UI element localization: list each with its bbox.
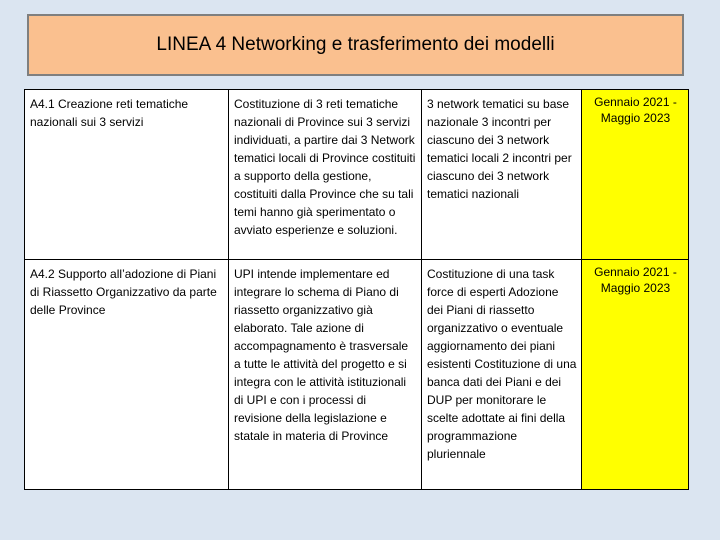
page-title: LINEA 4 Networking e trasferimento dei modelli — [156, 34, 555, 55]
activity-table — [24, 89, 689, 490]
output-cell: 3 network tematici su base nazionale 3 incontri per ciascuno dei 3 network tematici locali 2 incontri per ciascuno dei 3 network tematici nazionali — [422, 90, 582, 260]
period-cell: Gennaio 2021 - Maggio 2023 — [582, 90, 689, 260]
table-row — [25, 260, 689, 490]
action-cell: A4.2 Supporto all’adozione di Piani di Riassetto Organizzativo da parte delle Province — [25, 260, 229, 490]
table-row — [25, 90, 689, 260]
title-box — [27, 14, 684, 76]
description-cell: UPI intende implementare ed integrare lo schema di Piano di riassetto organizzativo già elaborato. Tale azione di accompagnamento è trasversale a tutte le attività del progetto e si integra con le attività istituzionali di UPI e con i processi di revisione della legislazione e statale in materia di Province — [229, 260, 422, 490]
action-cell: A4.1 Creazione reti tematiche nazionali sui 3 servizi — [25, 90, 229, 260]
description-cell: Costituzione di 3 reti tematiche nazionali di Province sui 3 servizi individuati, a partire dai 3 Network tematici locali di Province costituiti a supporto della gestione, costituiti dalla Province che su tali temi hanno già sperimentato o avviato esperienze e soluzioni. — [229, 90, 422, 260]
period-cell: Gennaio 2021 - Maggio 2023 — [582, 260, 689, 490]
output-cell: Costituzione di una task force di esperti Adozione dei Piani di riassetto organizzativo o eventuale aggiornamento dei piani esistenti Costituzione di una banca dati dei Piani e dei DUP per monitorare le scelte adottate ai fini della programmazione pluriennale — [422, 260, 582, 490]
